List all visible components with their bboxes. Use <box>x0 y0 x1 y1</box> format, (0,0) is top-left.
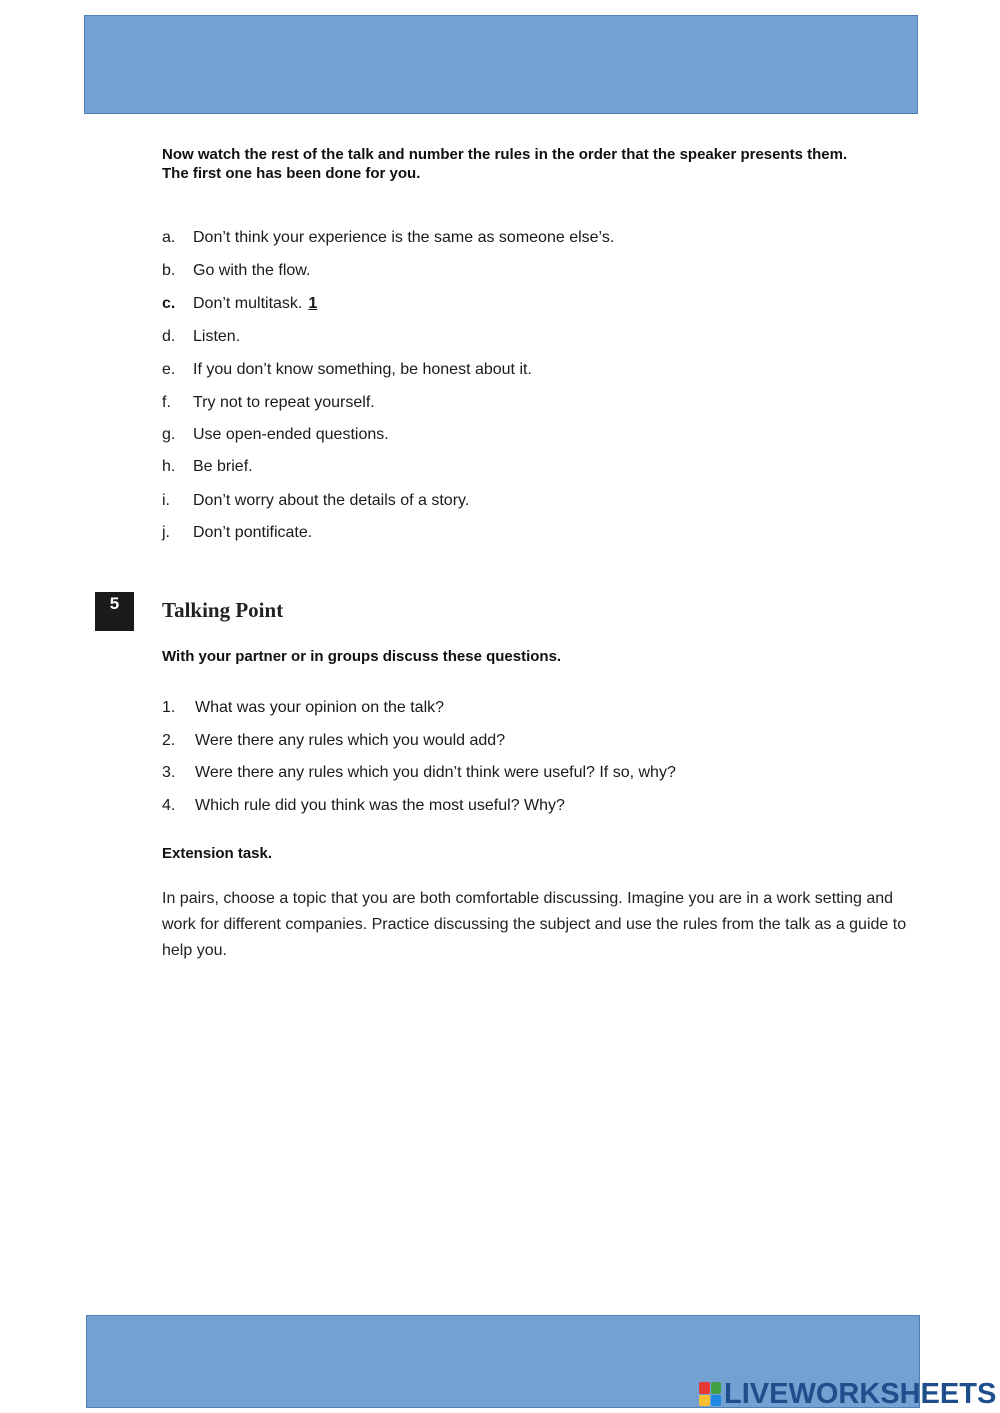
question-text: Were there any rules which you didn’t think were useful? If so, why? <box>195 764 676 781</box>
question-number: 2. <box>162 732 176 749</box>
rule-answer: 1 <box>308 295 318 312</box>
rule-letter: a. <box>162 229 176 246</box>
logo-mark-cell <box>711 1395 722 1407</box>
rule-letter: f. <box>162 394 171 411</box>
logo-text: LIVEWORKSHEETS <box>724 1378 997 1410</box>
liveworksheets-logo[interactable] <box>699 1378 996 1410</box>
rule-text: If you don’t know something, be honest about it. <box>193 361 532 378</box>
rule-text: Go with the flow. <box>193 262 311 279</box>
rule-text: Don’t worry about the details of a story. <box>193 492 470 509</box>
discussion-intro: With your partner or in groups discuss these questions. <box>162 648 562 665</box>
question-text: What was your opinion on the talk? <box>195 699 445 716</box>
rule-letter: h. <box>162 458 176 475</box>
rule-text-wrap <box>193 293 317 315</box>
question-text: Which rule did you think was the most useful? Why? <box>195 797 565 814</box>
logo-mark-cell <box>711 1382 722 1394</box>
section-number-badge: 5 <box>95 592 134 631</box>
logo-mark-icon <box>699 1382 721 1406</box>
rule-text: Use open-ended questions. <box>193 426 389 443</box>
rule-text: Try not to repeat yourself. <box>193 394 375 411</box>
rule-text: Don’t think your experience is the same as someone else’s. <box>193 229 615 246</box>
logo-mark-cell <box>699 1395 710 1407</box>
logo-mark-cell <box>699 1382 710 1394</box>
rule-letter: g. <box>162 426 176 443</box>
rule-letter: i. <box>162 492 170 509</box>
rule-letter: e. <box>162 361 176 378</box>
section-title: Talking Point <box>162 598 284 622</box>
rule-text: Be brief. <box>193 458 253 475</box>
question-number: 4. <box>162 797 176 814</box>
rule-text: Don’t multitask. <box>193 295 303 312</box>
instructions <box>162 145 922 183</box>
question-text: Were there any rules which you would add? <box>195 732 506 749</box>
header-banner <box>84 15 918 114</box>
rule-text: Listen. <box>193 328 241 345</box>
rule-letter: d. <box>162 328 176 345</box>
instructions-line-2: The first one has been done for you. <box>162 165 421 182</box>
question-number: 1. <box>162 699 176 716</box>
extension-title: Extension task. <box>162 845 273 862</box>
extension-body: In pairs, choose a topic that you are both comfortable discussing. Imagine you are in a work setting and work for different companies. Practice discussing the subject and use the rules from the talk as a guide to help you. <box>162 890 907 959</box>
question-number: 3. <box>162 764 176 781</box>
rule-text: Don’t pontificate. <box>193 524 313 541</box>
rule-letter: b. <box>162 262 176 279</box>
instructions-line-1: Now watch the rest of the talk and number the rules in the order that the speaker presents them. <box>162 146 848 163</box>
rule-letter: j. <box>162 524 170 541</box>
rule-letter: c. <box>162 295 176 312</box>
